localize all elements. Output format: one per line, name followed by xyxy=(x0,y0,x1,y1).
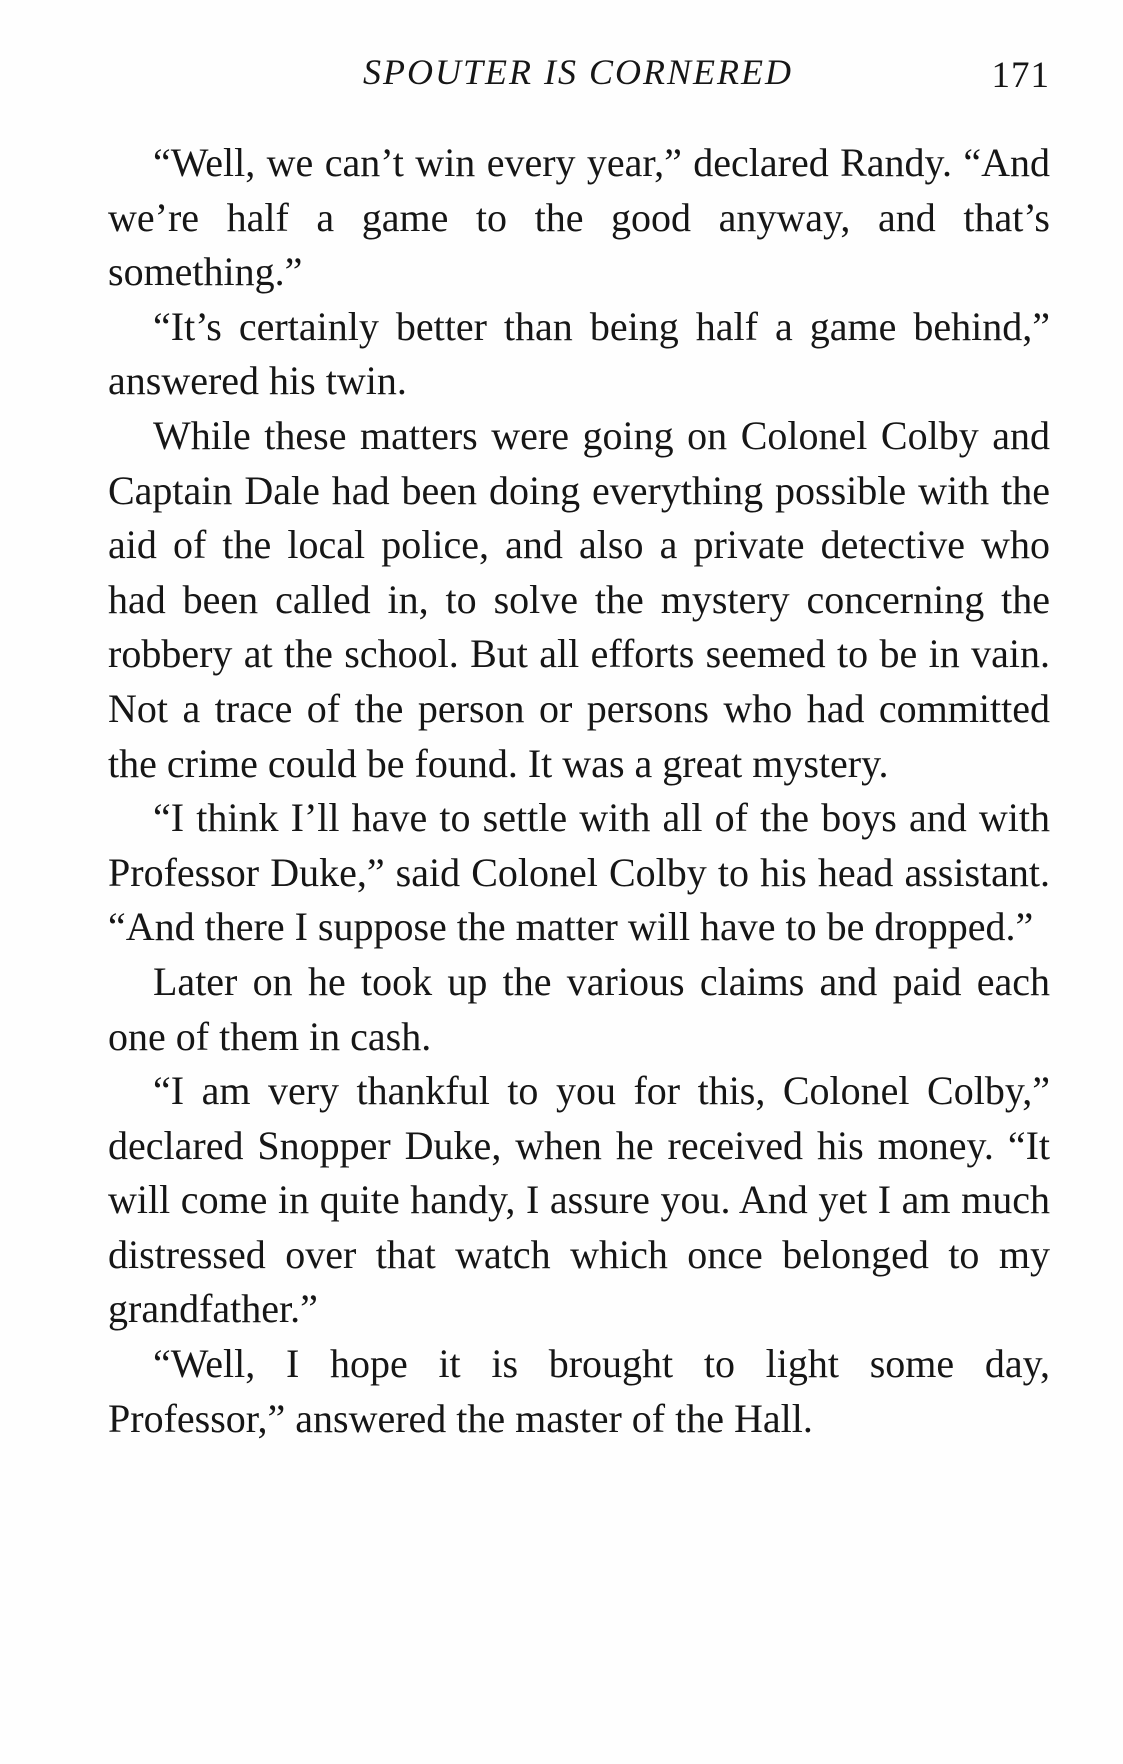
running-title: SPOUTER IS CORNERED xyxy=(363,52,793,92)
running-head xyxy=(106,44,1050,100)
paragraph: While these matters were going on Colonel Colby and Captain Dale had been doing everything possible with the aid of the local police, and also a private detective who had been called in, to solve the mystery concerning the robbery at the school. But all efforts seemed to be in vain. Not a trace of the person or persons who had committed the crime could be found. It was a great mystery. xyxy=(108,412,1050,786)
paragraph: “I think I’ll have to settle with all of the boys and with Professor Duke,” said Colonel Colby to his head assistant. “And there I suppose the matter will have to be dropped.” xyxy=(108,795,1050,950)
paragraph: “Well, I hope it is brought to light some day, Professor,” answered the master of the Hall. xyxy=(108,1341,1050,1441)
paragraph: “I am very thankful to you for this, Colonel Colby,” declared Snopper Duke, when he received his money. “It will come in quite handy, I assure you. And yet I am much distressed over that watch which once belonged to my grandfather.” xyxy=(108,1068,1050,1332)
paragraph: “It’s certainly better than being half a game behind,” answered his twin. xyxy=(108,303,1050,404)
body-text xyxy=(108,136,1050,1446)
paragraph: “Well, we can’t win every year,” declared Randy. “And we’re half a game to the good anyway, and that’s something.” xyxy=(108,140,1050,295)
paragraph: Later on he took up the various claims and paid each one of them in cash. xyxy=(108,958,1050,1059)
page-number: 171 xyxy=(991,55,1050,96)
